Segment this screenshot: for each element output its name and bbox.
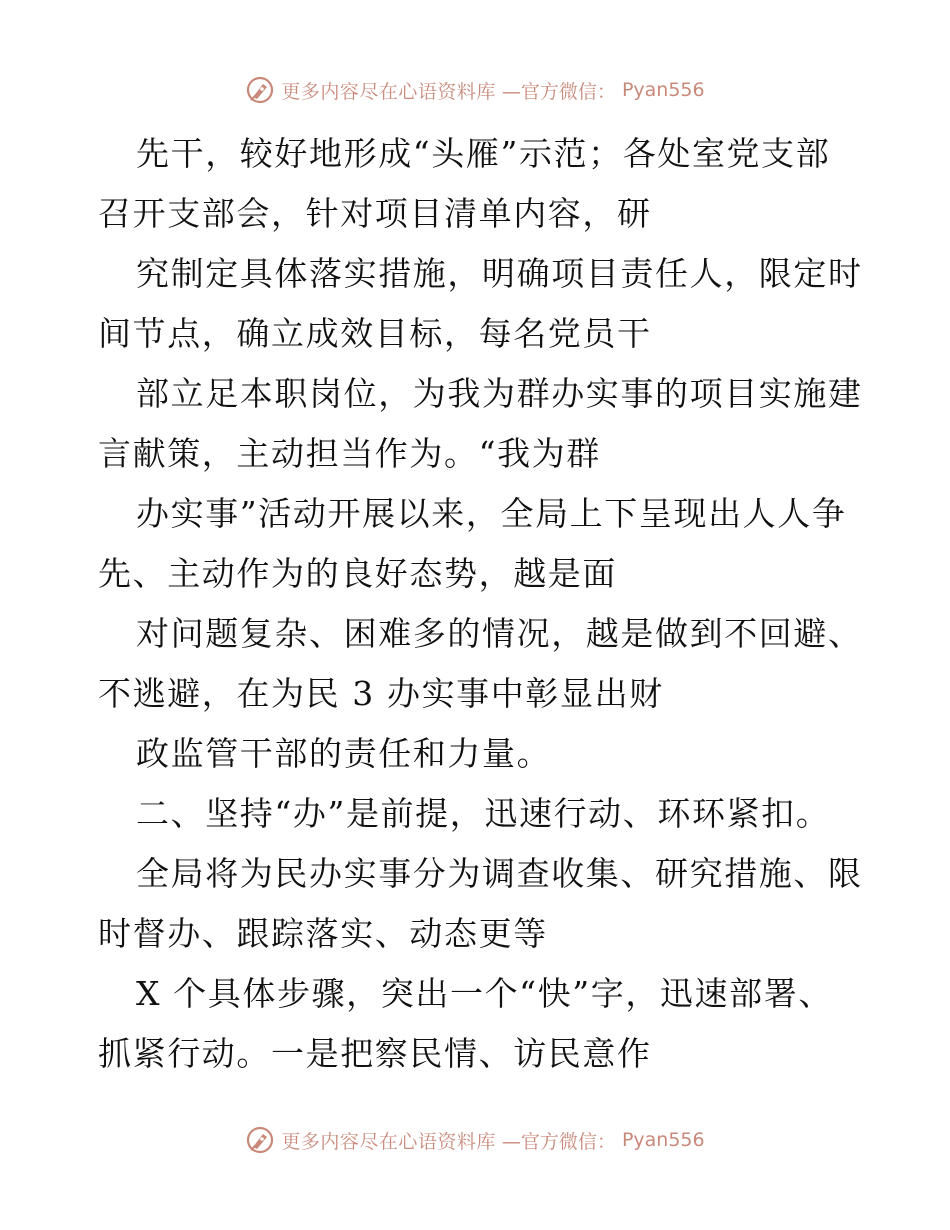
body-line: 先干，较好地形成“头雁”示范；各处室党支部: [136, 134, 831, 173]
body-line: 对问题复杂、困难多的情况，越是做到不回避、: [136, 614, 863, 653]
body-line: 召开支部会，针对项目清单内容，研: [98, 194, 652, 233]
watermark-content: [245, 75, 704, 105]
body-line: 办实事”活动开展以来，全局上下呈现出人人争: [136, 494, 847, 533]
body-line: 间节点，确立成效目标，每名党员干: [98, 314, 652, 353]
watermark-text: 更多内容尽在心语资料库: [281, 80, 496, 103]
header-watermark: [0, 70, 950, 110]
body-line: 政监管干部的责任和力量。: [136, 734, 552, 773]
footer-watermark: [0, 1120, 950, 1160]
body-line: X 个具体步骤，突出一个“快”字，迅速部署、: [136, 974, 833, 1013]
body-line: 先、主动作为的良好态势，越是面: [98, 554, 617, 593]
pen-nib-circle-icon: [245, 75, 275, 105]
body-line: 不逃避，在为民 3 办实事中彰显出财: [98, 674, 664, 713]
watermark-text: 更多内容尽在心语资料库: [281, 1130, 496, 1153]
watermark-account: Pyan556: [621, 79, 705, 101]
body-line: 时督办、跟踪落实、动态更等: [98, 914, 548, 953]
body-line: 部立足本职岗位，为我为群办实事的项目实施建: [136, 374, 863, 413]
watermark-separator: —官方微信：: [501, 80, 616, 103]
document-body: [98, 124, 878, 1084]
body-line: 全局将为民办实事分为调查收集、研究措施、限: [136, 854, 863, 893]
watermark-separator: —官方微信：: [501, 1130, 616, 1153]
watermark-content: [245, 1125, 704, 1155]
pen-nib-circle-icon: [245, 1125, 275, 1155]
body-line: 究制定具体落实措施，明确项目责任人，限定时: [136, 254, 863, 293]
body-line: 言献策，主动担当作为。“我为群: [98, 434, 601, 473]
body-line: 抓紧行动。一是把察民情、访民意作: [98, 1034, 652, 1073]
body-line: 二、坚持“办”是前提，迅速行动、环环紧扣。: [136, 794, 831, 833]
watermark-account: Pyan556: [621, 1129, 705, 1151]
